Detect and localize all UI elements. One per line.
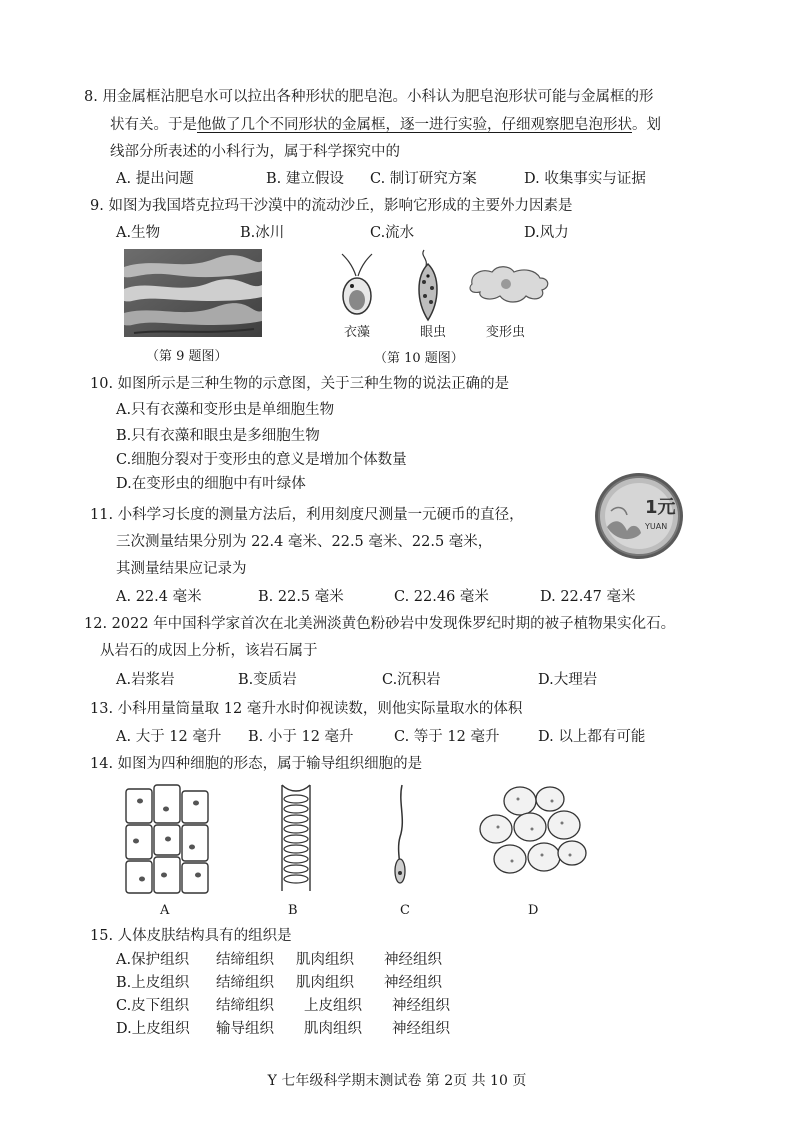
q13-option-c: C. 等于 12 毫升 bbox=[394, 729, 500, 745]
q8-line2 bbox=[110, 115, 661, 135]
chlamydomonas-icon bbox=[338, 252, 376, 318]
euglena-icon bbox=[410, 246, 446, 322]
q15-b-4: 神经组织 bbox=[384, 975, 442, 991]
label-amoeba: 变形虫 bbox=[486, 325, 526, 340]
q12-option-a: A.岩浆岩 bbox=[116, 672, 175, 688]
q15-d-4: 神经组织 bbox=[392, 1021, 450, 1037]
q13-option-a: A. 大于 12 毫升 bbox=[116, 729, 222, 745]
q8-option-c: C. 制订研究方案 bbox=[370, 171, 477, 187]
q11-line1: 11. 小科学习长度的测量方法后，利用刻度尺测量一元硬币的直径， bbox=[90, 507, 524, 523]
coin-photo bbox=[593, 471, 685, 561]
q9-text: 9. 如图为我国塔克拉玛干沙漠中的流动沙丘，影响它形成的主要外力因素是 bbox=[90, 198, 573, 214]
amoeba-icon bbox=[466, 262, 552, 306]
q15-a-4: 神经组织 bbox=[384, 952, 442, 968]
q10-figure-caption: （第 10 题图） bbox=[374, 351, 464, 366]
q15-d-3: 肌肉组织 bbox=[304, 1021, 362, 1037]
q15-d-1: D.上皮组织 bbox=[116, 1021, 190, 1037]
q15-b-1: B.上皮组织 bbox=[116, 975, 190, 991]
q14-text: 14. 如图为四种细胞的形态，属于输导组织细胞的是 bbox=[90, 756, 423, 772]
q10-option-d: D.在变形虫的细胞中有叶绿体 bbox=[116, 476, 306, 492]
q11-line3: 其测量结果应记录为 bbox=[116, 561, 247, 577]
cell-c-neuron bbox=[386, 783, 420, 893]
cell-label-a: A bbox=[160, 903, 170, 918]
q11-option-c: C. 22.46 毫米 bbox=[394, 589, 489, 605]
q12-option-c: C.沉积岩 bbox=[382, 672, 441, 688]
q10-option-c: C.细胞分裂对于变形虫的意义是增加个体数量 bbox=[116, 452, 407, 468]
q15-b-3: 肌肉组织 bbox=[296, 975, 354, 991]
q15-b-2: 结缔组织 bbox=[216, 975, 274, 991]
q9-figure-caption: （第 9 题图） bbox=[146, 349, 228, 364]
coin-text: 1元 bbox=[645, 497, 676, 518]
q12-line1: 12. 2022 年中国科学家首次在北美洲淡黄色粉砂岩中发现侏罗纪时期的被子植物果实化石。 bbox=[84, 616, 676, 632]
q8-underlined-text: 他做了几个不同形状的金属框，逐一进行实验，仔细观察肥皂泡形状 bbox=[197, 117, 632, 133]
q9-option-c: C.流水 bbox=[370, 225, 415, 241]
q15-a-3: 肌肉组织 bbox=[296, 952, 354, 968]
cell-label-d: D bbox=[528, 903, 539, 918]
desert-dunes-photo bbox=[124, 249, 262, 337]
q10-text: 10. 如图所示是三种生物的示意图，关于三种生物的说法正确的是 bbox=[90, 376, 510, 392]
q8-line2-post: 。划 bbox=[632, 117, 661, 133]
cell-d-pulp bbox=[474, 783, 590, 883]
q8-option-b: B. 建立假设 bbox=[266, 171, 344, 187]
q15-d-2: 输导组织 bbox=[216, 1021, 274, 1037]
q15-a-1: A.保护组织 bbox=[116, 952, 190, 968]
q15-c-4: 神经组织 bbox=[392, 998, 450, 1014]
q8-option-d: D. 收集事实与证据 bbox=[524, 171, 646, 187]
q8-option-a: A. 提出问题 bbox=[116, 171, 194, 187]
q15-text: 15. 人体皮肤结构具有的组织是 bbox=[90, 928, 292, 944]
cell-b-vessel bbox=[276, 783, 316, 893]
page-footer: Y 七年级科学期末测试卷 第 2页 共 10 页 bbox=[267, 1073, 527, 1089]
q9-option-a: A.生物 bbox=[116, 225, 161, 241]
cell-a-epidermal bbox=[118, 783, 216, 897]
cell-label-b: B bbox=[288, 903, 298, 918]
label-euglena: 眼虫 bbox=[420, 325, 447, 340]
q15-a-2: 结缔组织 bbox=[216, 952, 274, 968]
q13-option-d: D. 以上都有可能 bbox=[538, 729, 646, 745]
q15-c-1: C.皮下组织 bbox=[116, 998, 190, 1014]
q9-option-b: B.冰川 bbox=[240, 225, 285, 241]
coin-yuan: YUAN bbox=[645, 522, 668, 531]
label-chlamydomonas: 衣藻 bbox=[344, 325, 371, 340]
cell-label-c: C bbox=[400, 903, 410, 918]
q8-line2-pre: 状有关。于是 bbox=[110, 117, 197, 133]
q13-text: 13. 小科用量筒量取 12 毫升水时仰视读数，则他实际量取水的体积 bbox=[90, 701, 523, 717]
q15-c-3: 上皮组织 bbox=[304, 998, 362, 1014]
q8-line3: 线部分所表述的小科行为，属于科学探究中的 bbox=[110, 144, 400, 160]
q10-option-b: B.只有衣藻和眼虫是多细胞生物 bbox=[116, 428, 320, 444]
q9-option-d: D.风力 bbox=[524, 225, 569, 241]
q11-option-a: A. 22.4 毫米 bbox=[116, 589, 202, 605]
q11-option-d: D. 22.47 毫米 bbox=[540, 589, 636, 605]
q11-line2: 三次测量结果分别为 22.4 毫米、22.5 毫米、22.5 毫米， bbox=[116, 534, 493, 550]
q12-option-b: B.变质岩 bbox=[238, 672, 297, 688]
q12-line2: 从岩石的成因上分析，该岩石属于 bbox=[100, 643, 318, 659]
q8-line1: 8. 用金属框沾肥皂水可以拉出各种形状的肥皂泡。小科认为肥皂泡形状可能与金属框的形 bbox=[84, 89, 654, 105]
q10-option-a: A.只有衣藻和变形虫是单细胞生物 bbox=[116, 402, 335, 418]
q13-option-b: B. 小于 12 毫升 bbox=[248, 729, 354, 745]
q11-option-b: B. 22.5 毫米 bbox=[258, 589, 344, 605]
q15-c-2: 结缔组织 bbox=[216, 998, 274, 1014]
q12-option-d: D.大理岩 bbox=[538, 672, 598, 688]
